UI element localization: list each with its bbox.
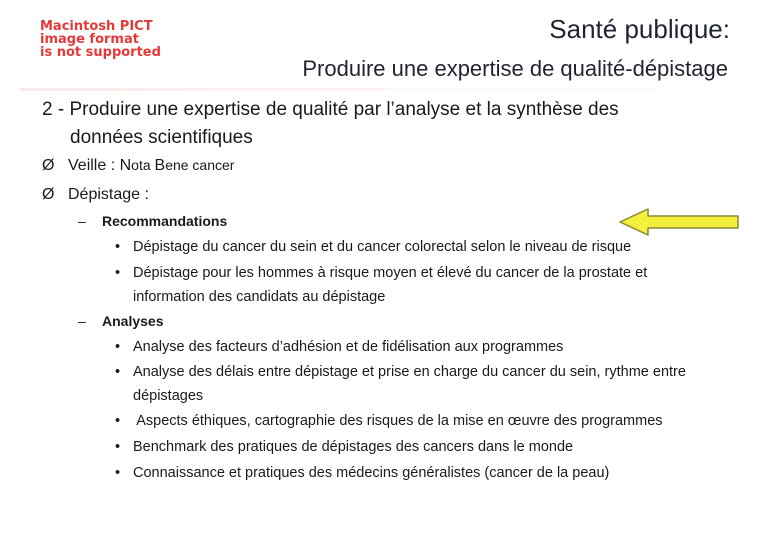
- recommandations-label: Recommandations: [102, 213, 228, 229]
- list-item: [115, 235, 631, 259]
- list-item-text: Aspects éthiques, cartographie des risques de la mise en œuvre des programmes: [133, 413, 663, 429]
- heading-line-1: 2 - Produire une expertise de qualité par l’analyse et la synthèse des: [42, 99, 619, 120]
- title-divider: [20, 88, 750, 91]
- slide-title: Santé publique:: [549, 14, 730, 44]
- bullet-depistage: [42, 186, 149, 204]
- section-heading: [42, 96, 742, 152]
- bullet-dot-icon: •: [115, 465, 121, 481]
- list-item-text: Analyse des facteurs d’adhésion et de fidélisation aux programmes: [133, 339, 564, 355]
- list-item-text: Connaissance et pratiques des médecins généralistes (cancer de la peau): [133, 465, 610, 481]
- list-item: [115, 435, 573, 459]
- list-item-text: Dépistage du cancer du sein et du cancer colorectal selon le niveau de risque: [133, 239, 632, 255]
- bullet-dot-icon: •: [115, 364, 121, 380]
- dash-marker: –: [78, 213, 86, 229]
- list-item-text: Analyse des délais entre dépistage et prise en charge du cancer du sein, rythme entre: [133, 364, 686, 380]
- depistage-label: Dépistage :: [68, 186, 149, 203]
- list-item-text: Dépistage pour les hommes à risque moyen et élevé du cancer de la prostate et: [133, 265, 648, 281]
- bullet-veille: [42, 157, 234, 175]
- veille-b: B: [154, 157, 166, 174]
- veille-ota: ota: [131, 157, 155, 173]
- placeholder-line-1: Macintosh PICT: [40, 19, 153, 34]
- list-item: [115, 360, 686, 408]
- highlight-arrow-icon: [618, 207, 742, 237]
- list-item: [115, 335, 563, 359]
- heading-line-2: données scientifiques: [70, 127, 253, 148]
- bullet-dot-icon: •: [115, 265, 121, 281]
- analyses-label: Analyses: [102, 313, 164, 329]
- bullet-dot-icon: •: [115, 413, 121, 429]
- list-item: [115, 461, 609, 485]
- list-item-text: Benchmark des pratiques de dépistages des cancers dans le monde: [133, 439, 574, 455]
- list-item: [115, 261, 647, 309]
- veille-n: N: [119, 157, 132, 174]
- bullet-dot-icon: •: [115, 339, 121, 355]
- placeholder-line-3: is not supported: [40, 45, 161, 60]
- bullet-dot-icon: •: [115, 239, 121, 255]
- arrow-bullet-icon: Ø: [42, 157, 55, 174]
- slide-subtitle: Produire une expertise de qualité-dépistage: [302, 56, 728, 81]
- veille-label: Veille :: [68, 157, 120, 174]
- bullet-dot-icon: •: [115, 439, 121, 455]
- arrow-shape: [620, 209, 738, 235]
- unsupported-image-placeholder: [40, 20, 174, 59]
- list-item: [115, 409, 663, 433]
- list-item-continuation: information des candidats au dépistage: [133, 289, 386, 305]
- dash-marker: –: [78, 313, 86, 329]
- list-item-continuation: dépistages: [133, 388, 204, 404]
- subsection-analyses: [78, 313, 163, 329]
- placeholder-line-2: image format: [40, 32, 139, 47]
- veille-rest: ene cancer: [165, 157, 235, 173]
- arrow-bullet-icon: Ø: [42, 186, 55, 203]
- subsection-recommandations: [78, 213, 227, 229]
